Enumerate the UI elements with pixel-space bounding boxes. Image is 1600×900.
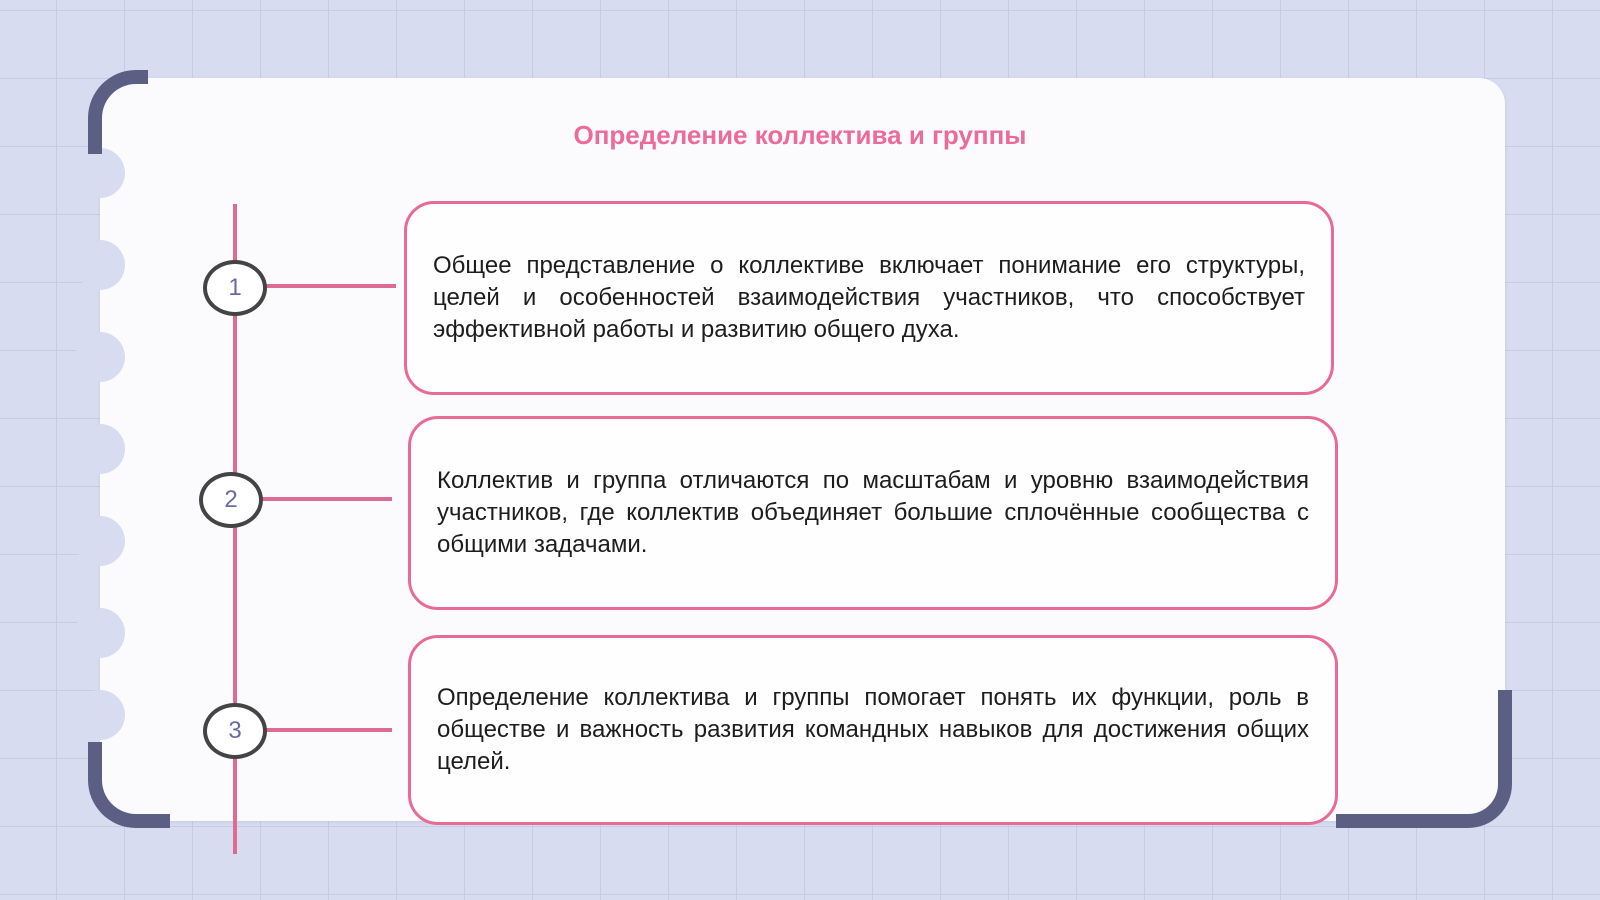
step-3-connector xyxy=(266,728,392,732)
paper-edge-notch xyxy=(75,608,125,658)
step-3-number-badge: 3 xyxy=(203,703,267,759)
paper-edge-notch xyxy=(75,332,125,382)
step-2-number-badge: 2 xyxy=(199,472,263,528)
step-1-card xyxy=(404,201,1334,395)
paper-edge-notch xyxy=(75,148,125,198)
paper-edge-notch xyxy=(75,240,125,290)
paper-edge-notch xyxy=(75,516,125,566)
paper-edge-notch xyxy=(75,690,125,740)
step-2-text: Коллектив и группа отличаются по масштабам и уровню взаимодействия участников, где коллектив объединяет большие сплочённые сообщества с общими задачами. xyxy=(437,467,1309,558)
step-1-connector xyxy=(266,284,396,288)
frame-bracket-bottom-left xyxy=(88,742,170,828)
step-3-text: Определение коллектива и группы помогает понять их функции, роль в обществе и важность развития командных навыков для достижения общих целей. xyxy=(437,684,1309,775)
slide-title: Определение коллектива и группы xyxy=(573,120,1027,150)
frame-bracket-bottom-right xyxy=(1336,690,1512,828)
step-1-text: Общее представление о коллективе включает понимание его структуры, целей и особенностей взаимодействия участников, что способствует эффективной работы и развитию общего духа. xyxy=(433,252,1305,343)
frame-bracket-top-left xyxy=(88,70,148,154)
paper-edge-notch xyxy=(75,424,125,474)
step-2-connector xyxy=(262,497,392,501)
step-2-card xyxy=(408,416,1338,610)
step-1-number-badge: 1 xyxy=(203,260,267,316)
step-3-card xyxy=(408,635,1338,825)
